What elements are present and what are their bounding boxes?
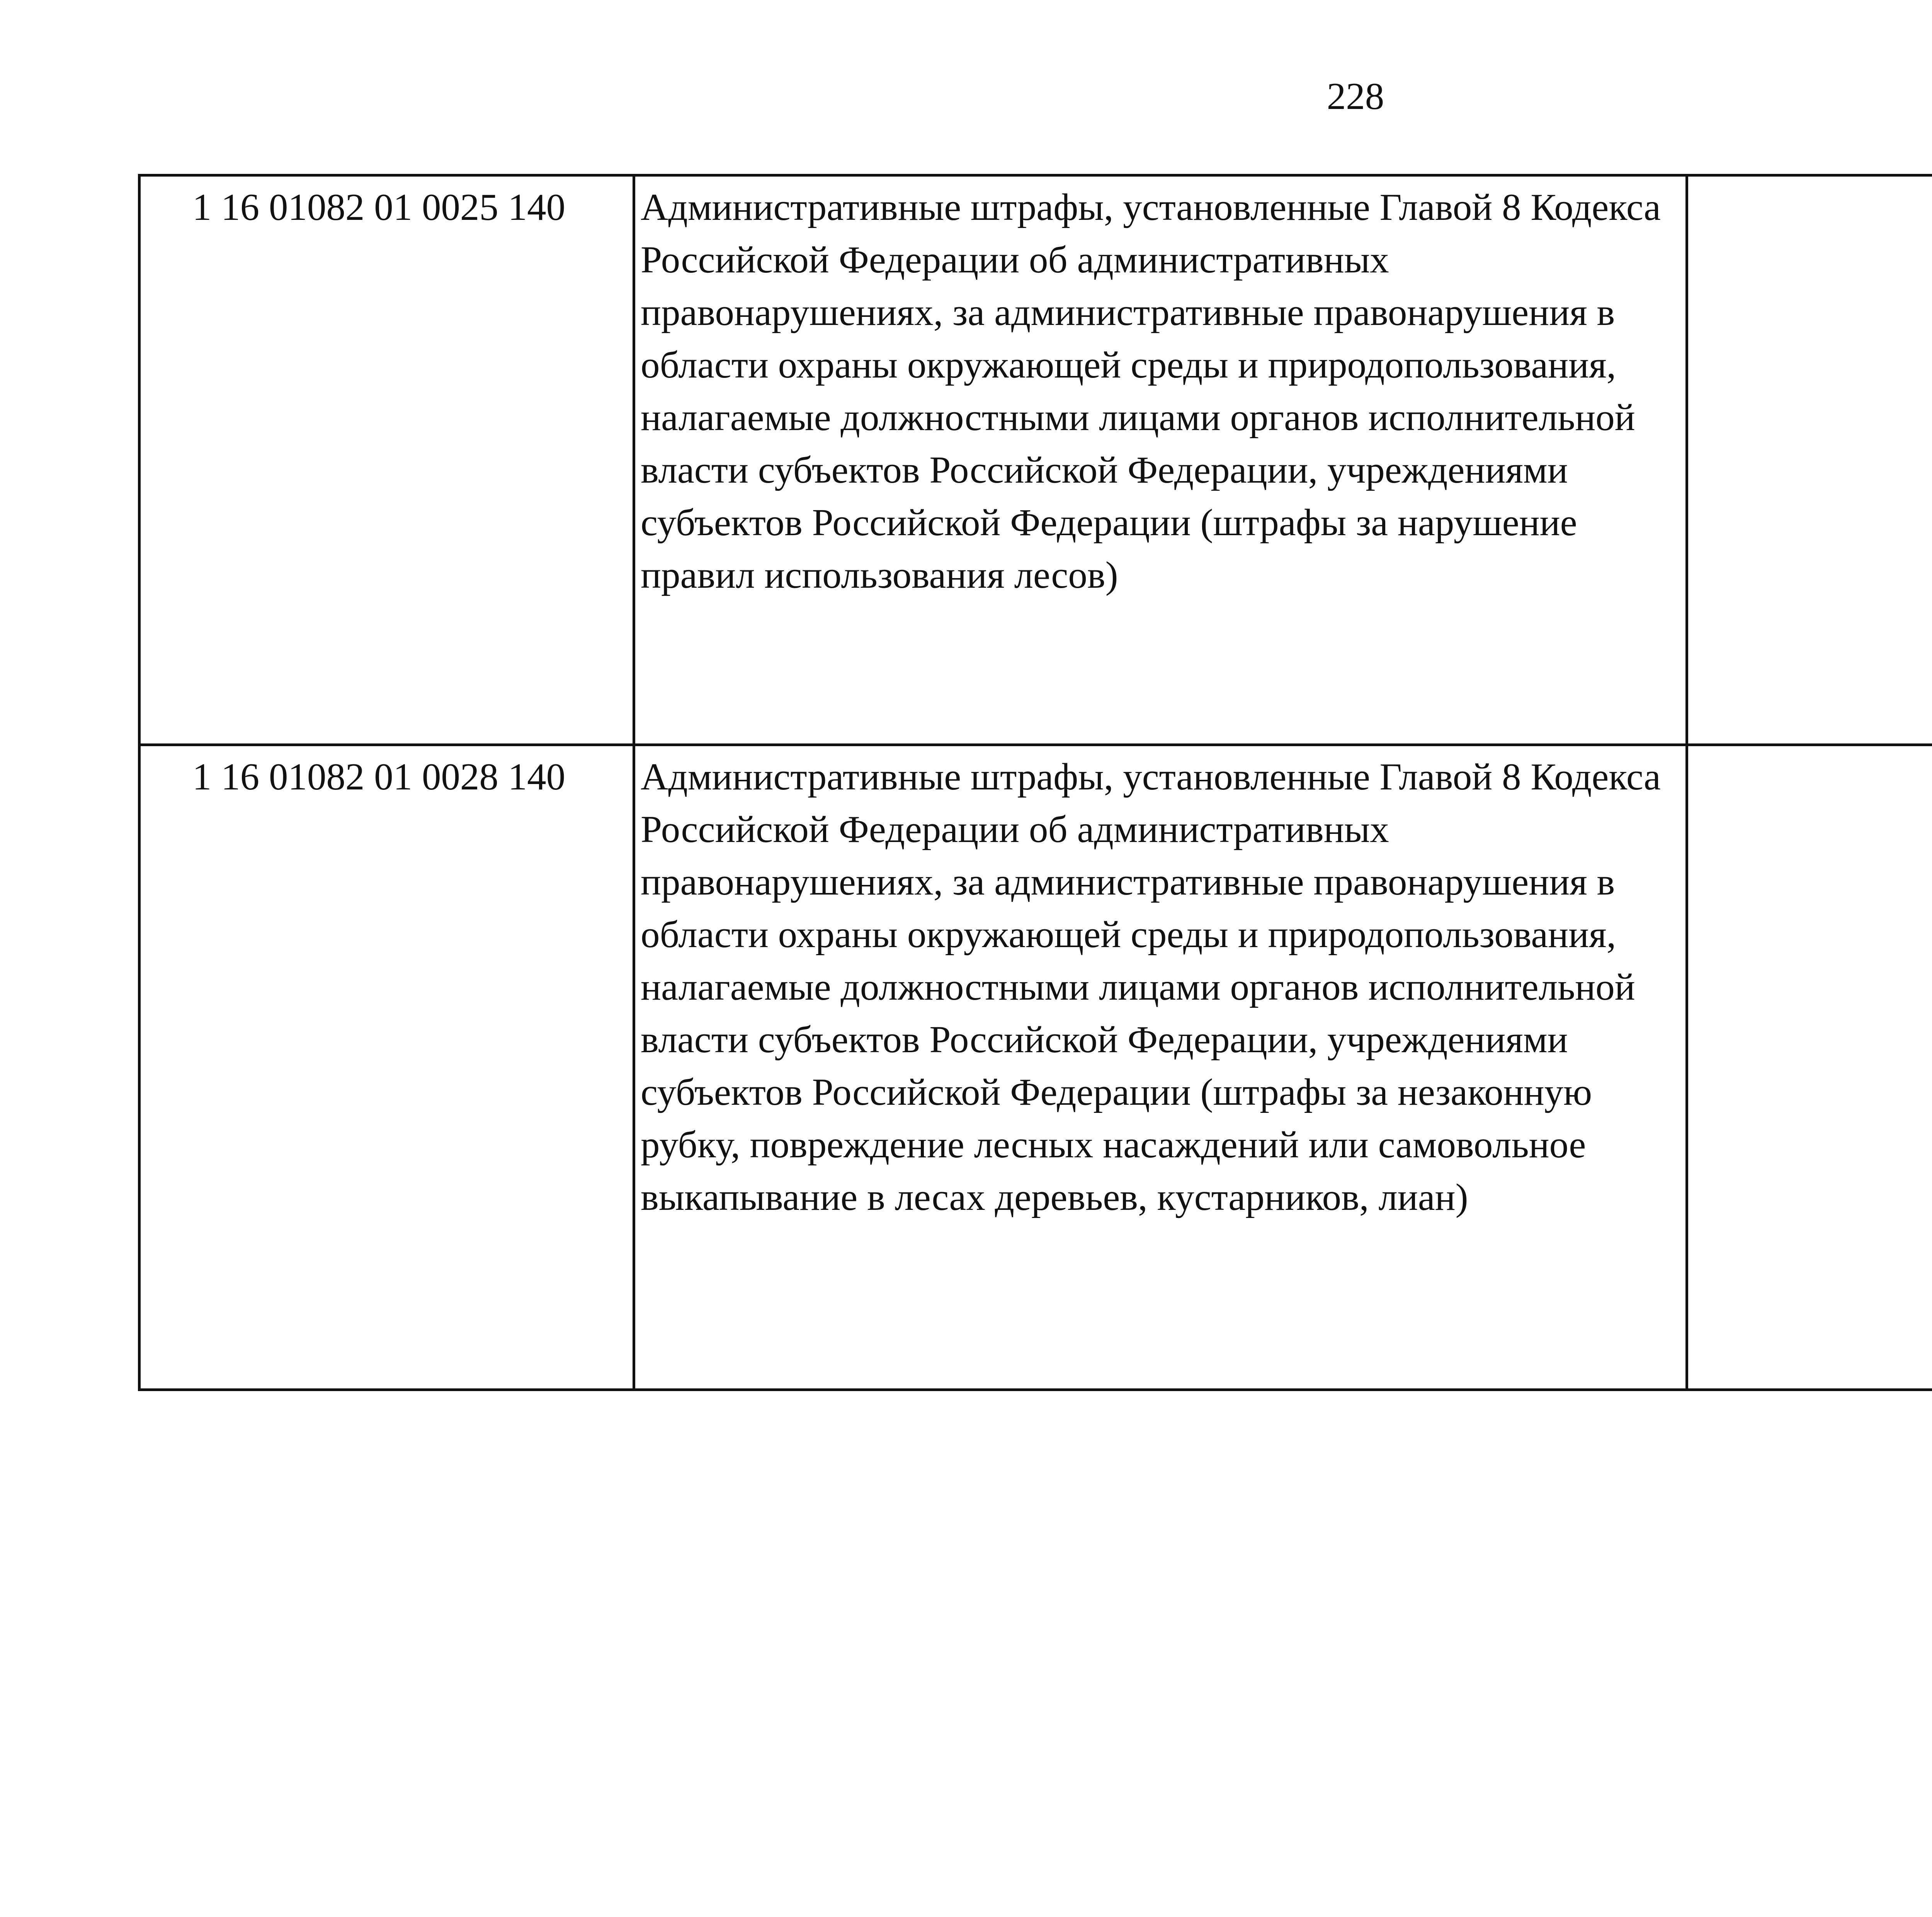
description-cell: Административные штрафы, установленные Главой 8 Кодекса Российской Федерации об административных правонарушениях, за административные правонарушения в области охраны окружающей среды и природопользования, налагаемые должностными лицами органов исполнительной власти субъектов Российской Федерации, учреждениями субъектов Российской Федерации (штрафы за нарушение правил использования лесов) [634,175,1687,745]
budget-code-cell: 1 16 01082 01 0028 140 [139,745,634,1390]
table-row [139,175,1932,745]
budget-table [138,174,1932,1391]
budget-code-cell: 1 16 01082 01 0025 140 [139,175,634,745]
description-cell: Административные штрафы, установленные Главой 8 Кодекса Российской Федерации об административных правонарушениях, за административные правонарушения в области охраны окружающей среды и природопользования, налагаемые должностными лицами органов исполнительной власти субъектов Российской Федерации, учреждениями субъектов Российской Федерации (штрафы за незаконную рубку, повреждение лесных насаждений или самовольное выкапывание в лесах деревьев, кустарников, лиан) [634,745,1687,1390]
page-number: 228 [1327,75,1384,117]
table-row [139,745,1932,1390]
value-cell-1 [1687,745,1932,1390]
value-cell-1 [1687,175,1932,745]
